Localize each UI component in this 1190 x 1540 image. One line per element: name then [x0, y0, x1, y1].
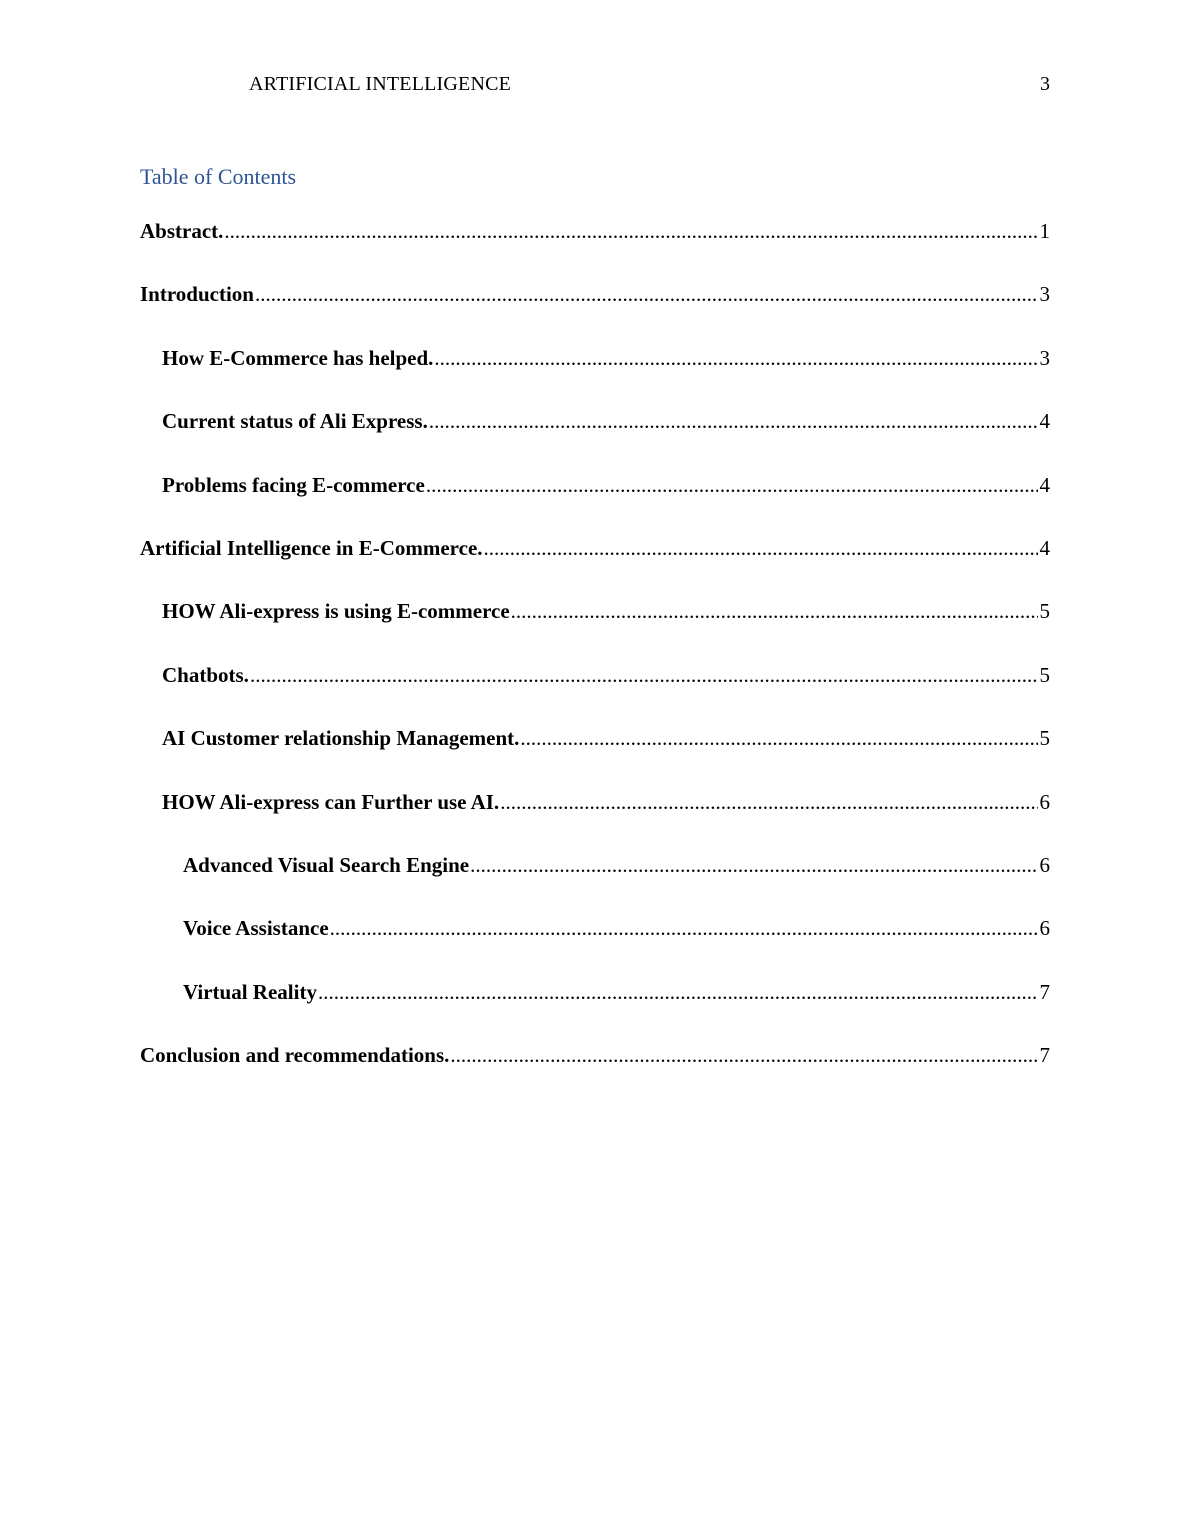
toc-entry-page: 1 — [1039, 219, 1050, 243]
toc-entry-problems-facing-ecommerce[interactable] — [140, 469, 1050, 532]
toc-entry-title: Advanced Visual Search Engine — [183, 852, 470, 877]
toc-entry-page: 6 — [1039, 789, 1050, 814]
toc-entry-page: 6 — [1039, 852, 1050, 877]
toc-entry-voice-assistance[interactable] — [140, 912, 1050, 975]
toc-entry-page: 4 — [1039, 472, 1050, 497]
dot-leader — [330, 912, 1038, 944]
toc-entry-current-status-ali-express[interactable] — [140, 405, 1050, 468]
dot-leader — [511, 595, 1038, 627]
toc-entry-title: Abstract. — [140, 219, 224, 243]
toc-entry-title: HOW Ali-express can Further use AI. — [162, 789, 500, 814]
toc-entry-conclusion[interactable] — [140, 1039, 1050, 1102]
dot-leader — [224, 215, 1037, 247]
dot-leader — [250, 659, 1038, 691]
page-number: 3 — [1040, 73, 1050, 95]
toc-entry-title: HOW Ali-express is using E-commerce — [162, 599, 510, 624]
toc-entry-title: How E-Commerce has helped. — [162, 345, 434, 370]
dot-leader — [426, 469, 1038, 501]
toc-entry-page: 5 — [1039, 726, 1050, 751]
toc-entry-page: 4 — [1039, 409, 1050, 434]
dot-leader — [450, 1039, 1037, 1071]
toc-entry-page: 5 — [1039, 599, 1050, 624]
dot-leader — [500, 786, 1037, 818]
toc-entry-introduction[interactable] — [140, 278, 1050, 341]
toc-entry-title: Voice Assistance — [183, 916, 329, 941]
dot-leader — [318, 976, 1038, 1008]
dot-leader — [484, 532, 1038, 564]
toc-entry-page: 6 — [1039, 916, 1050, 941]
toc-entry-how-ali-express-using[interactable] — [140, 595, 1050, 658]
dot-leader — [434, 342, 1037, 374]
dot-leader — [255, 278, 1038, 310]
dot-leader — [470, 849, 1037, 881]
dot-leader — [520, 722, 1037, 754]
toc-entry-how-ali-express-further-use-ai[interactable] — [140, 786, 1050, 849]
toc-entry-page: 5 — [1039, 662, 1050, 687]
toc-entry-page: 7 — [1039, 979, 1050, 1004]
toc-entry-how-ecommerce-helped[interactable] — [140, 342, 1050, 405]
toc-entry-title: Artificial Intelligence in E-Commerce. — [140, 535, 483, 560]
running-head: ARTIFICIAL INTELLIGENCE — [249, 73, 512, 95]
toc-entry-ai-in-ecommerce[interactable] — [140, 532, 1050, 595]
toc-entry-title: Virtual Reality — [183, 979, 317, 1004]
toc-entry-page: 4 — [1039, 535, 1050, 560]
toc-entry-title: AI Customer relationship Management. — [162, 726, 520, 751]
toc-entry-title: Current status of Ali Express. — [162, 409, 428, 434]
toc-entry-abstract[interactable] — [140, 215, 1050, 278]
toc-heading: Table of Contents — [140, 164, 297, 189]
page-header — [249, 70, 1050, 98]
toc-entry-page: 3 — [1039, 345, 1050, 370]
toc-entry-page: 7 — [1039, 1043, 1050, 1068]
table-of-contents — [140, 215, 1050, 1102]
dot-leader — [429, 405, 1038, 437]
toc-entry-ai-crm[interactable] — [140, 722, 1050, 785]
toc-entry-title: Conclusion and recommendations. — [140, 1043, 450, 1068]
toc-entry-virtual-reality[interactable] — [140, 976, 1050, 1039]
toc-entry-title: Introduction — [140, 282, 254, 307]
toc-entry-page: 3 — [1039, 282, 1050, 307]
toc-entry-advanced-visual-search[interactable] — [140, 849, 1050, 912]
toc-entry-title: Chatbots. — [162, 662, 249, 687]
toc-entry-title: Problems facing E-commerce — [162, 472, 425, 497]
toc-entry-chatbots[interactable] — [140, 659, 1050, 722]
